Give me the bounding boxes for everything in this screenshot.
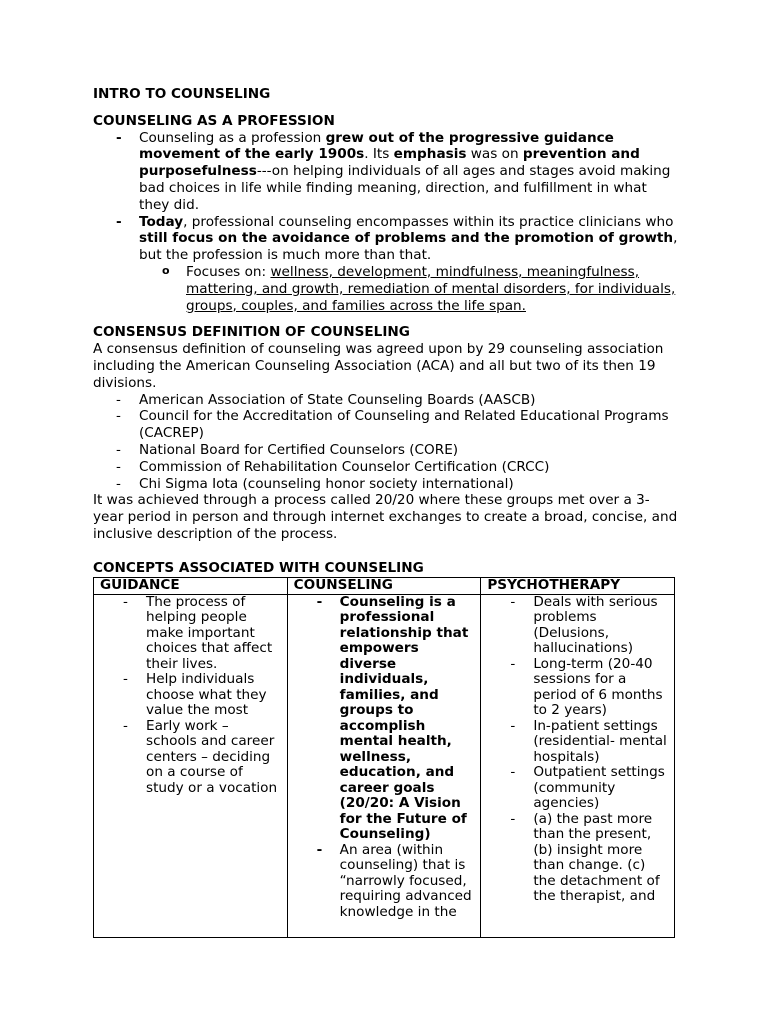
list-item: - National Board for Certified Counselors (CORE)	[93, 442, 678, 459]
consensus-intro: A consensus definition of counseling was agreed upon by 29 counseling association including the American Counseling Association (ACA) and all but two of its then 19 divisions.	[93, 341, 664, 391]
list-item: - Outpatient settings (community agencies)	[485, 765, 670, 812]
psychotherapy-cell	[481, 594, 675, 937]
section-heading-profession: COUNSELING AS A PROFESSION	[93, 112, 335, 129]
list-item: - An area (within counseling) that is “narrowly focused, requiring advanced knowledge in the	[292, 843, 477, 921]
counseling-cell	[287, 594, 481, 937]
table-header-row	[94, 577, 675, 594]
document-page	[93, 86, 678, 938]
list-item: - Long-term (20-40 sessions for a period of 6 months to 2 years)	[485, 657, 670, 719]
column-header-guidance: GUIDANCE	[94, 577, 288, 594]
profession-list	[93, 130, 678, 264]
counseling-list	[292, 595, 477, 921]
list-item: o Focuses on: wellness, development, mindfulness, meaningfulness, mattering, and growth, remediation of mental disorders, for individuals, groups, couples, and families across the life span.	[93, 264, 678, 314]
concepts-table	[93, 577, 675, 938]
list-item: - Early work – schools and career centers – deciding on a course of study or a vocation	[98, 719, 283, 797]
column-header-counseling: COUNSELING	[287, 577, 481, 594]
document-title: INTRO TO COUNSELING	[93, 86, 271, 102]
list-item: - The process of helping people make important choices that affect their lives.	[98, 595, 283, 673]
column-header-psychotherapy: PSYCHOTHERAPY	[481, 577, 675, 594]
list-item: - Today, professional counseling encompasses within its practice clinicians who still focus on the avoidance of problems and the promotion of growth, but the profession is much more than that.	[93, 214, 678, 264]
section-heading-consensus: CONSENSUS DEFINITION OF COUNSELING	[93, 324, 410, 341]
list-item: - Counseling is a professional relationship that empowers diverse individuals, families, and groups to accomplish mental health, wellness, education, and career goals (20/20: A Vision for the Future of Counseling)	[292, 595, 477, 843]
profession-sublist	[93, 264, 678, 314]
list-item: - Help individuals choose what they value the most	[98, 672, 283, 719]
organization-list	[93, 392, 678, 493]
section-heading-concepts: CONCEPTS ASSOCIATED WITH COUNSELING	[93, 559, 424, 576]
list-item: - In-patient settings (residential- mental hospitals)	[485, 719, 670, 766]
list-item: - Counseling as a profession grew out of the progressive guidance movement of the early 1900s. Its emphasis was on prevention and purposefulness---on helping individuals of all ages and stages avoid making bad choices in life while finding meaning, direction, and fulfillment in what they did.	[93, 130, 678, 214]
list-item: - Chi Sigma Iota (counseling honor society international)	[93, 476, 678, 493]
list-item: - American Association of State Counseling Boards (AASCB)	[93, 392, 678, 409]
list-item: - Commission of Rehabilitation Counselor Certification (CRCC)	[93, 459, 678, 476]
list-item: - Council for the Accreditation of Counseling and Related Educational Programs (CACREP)	[93, 408, 678, 442]
guidance-cell	[94, 594, 288, 937]
list-item: - Deals with serious problems (Delusions, hallucinations)	[485, 595, 670, 657]
table-row	[94, 594, 675, 937]
guidance-list	[98, 595, 283, 797]
psychotherapy-list	[485, 595, 670, 905]
consensus-outro: It was achieved through a process called 20/20 where these groups met over a 3-year period in person and through internet exchanges to create a broad, concise, and inclusive description of the process.	[93, 492, 678, 542]
list-item: - (a) the past more than the present, (b) insight more than change. (c) the detachment of the therapist, and	[485, 812, 670, 905]
